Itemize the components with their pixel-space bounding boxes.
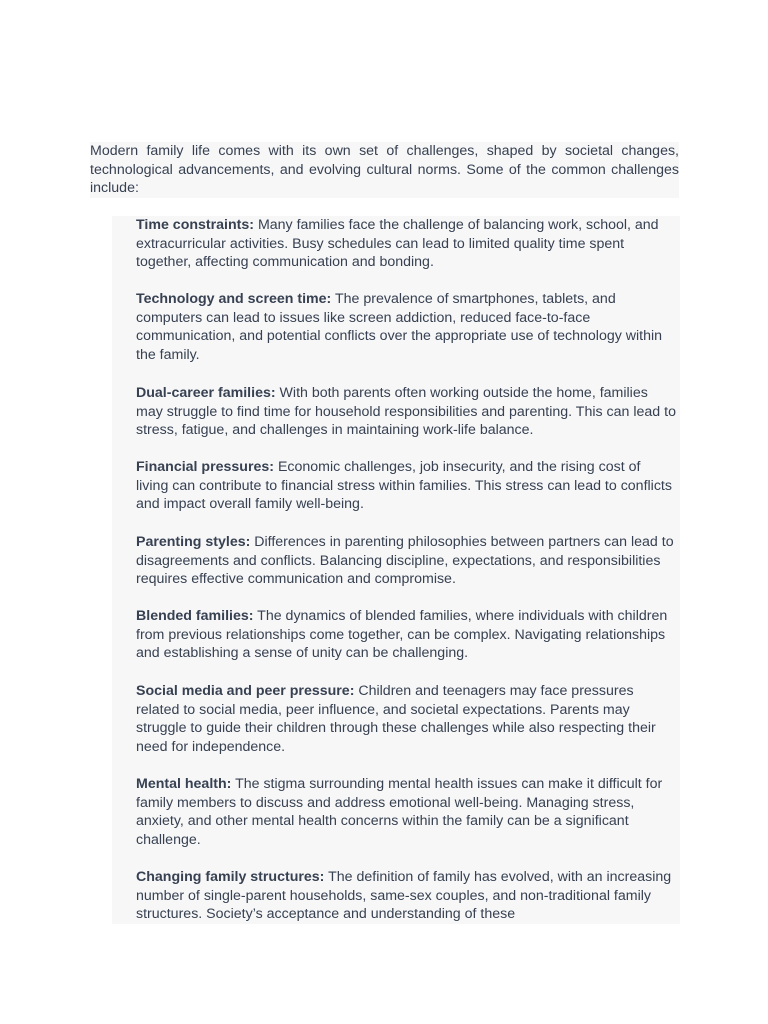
list-item bbox=[136, 607, 676, 663]
list-item bbox=[136, 775, 676, 849]
challenges-list bbox=[112, 216, 680, 924]
item-title: Parenting styles: bbox=[136, 534, 251, 550]
list-item bbox=[136, 290, 676, 364]
item-text: With both parents often working outside the home, families may struggle to find time for household responsibilities and parenting. This can lead to stress, fatigue, and challenges in maintaining work-life balance. bbox=[136, 385, 676, 439]
item-text: Differences in parenting philosophies between partners can lead to disagreements and conflicts. Balancing discipline, expectations, and responsibilities requires effective communication and compromise. bbox=[136, 534, 674, 588]
item-text: The dynamics of blended families, where individuals with children from previous relationships come together, can be complex. Navigating relationships and establishing a sense of unity can be challenging. bbox=[136, 608, 668, 662]
item-title: Dual-career families: bbox=[136, 385, 276, 401]
item-text: The stigma surrounding mental health issues can make it difficult for family members to discuss and address emotional well-being. Managing stress, anxiety, and other mental health concerns within the family can be a significant challenge. bbox=[136, 776, 663, 848]
item-text: The definition of family has evolved, with an increasing number of single-parent households, same-sex couples, and non-traditional family structures. Society’s acceptance and understanding of these bbox=[136, 869, 672, 923]
list-item bbox=[136, 533, 676, 589]
item-title: Mental health: bbox=[136, 776, 232, 792]
item-title: Blended families: bbox=[136, 608, 254, 624]
item-title: Time constraints: bbox=[136, 217, 254, 233]
item-text: Children and teenagers may face pressures related to social media, peer influence, and societal expectations. Parents may struggle to guide their children through these challenges while also respecting their need for independence. bbox=[136, 683, 656, 755]
item-text: Economic challenges, job insecurity, and the rising cost of living can contribute to financial stress within families. This stress can lead to conflicts and impact overall family well-being. bbox=[136, 459, 672, 513]
item-title: Changing family structures: bbox=[136, 869, 325, 885]
item-title: Financial pressures: bbox=[136, 459, 274, 475]
item-title: Social media and peer pressure: bbox=[136, 683, 355, 699]
list-item bbox=[136, 216, 676, 272]
item-text: Many families face the challenge of balancing work, school, and extracurricular activities. Busy schedules can lead to limited quality time spent together, affecting communication and bonding. bbox=[136, 217, 659, 271]
item-title: Technology and screen time: bbox=[136, 291, 332, 307]
item-text: The prevalence of smartphones, tablets, and computers can lead to issues like screen addiction, reduced face-to-face communication, and potential conflicts over the appropriate use of technology within the family. bbox=[136, 291, 663, 363]
list-item bbox=[136, 682, 676, 756]
list-item bbox=[136, 384, 676, 440]
list-item bbox=[136, 458, 676, 514]
intro-paragraph: Modern family life comes with its own set of challenges, shaped by societal changes, technological advancements, and evolving cultural norms. Some of the common challenges include: bbox=[90, 143, 679, 197]
list-item bbox=[136, 868, 676, 924]
